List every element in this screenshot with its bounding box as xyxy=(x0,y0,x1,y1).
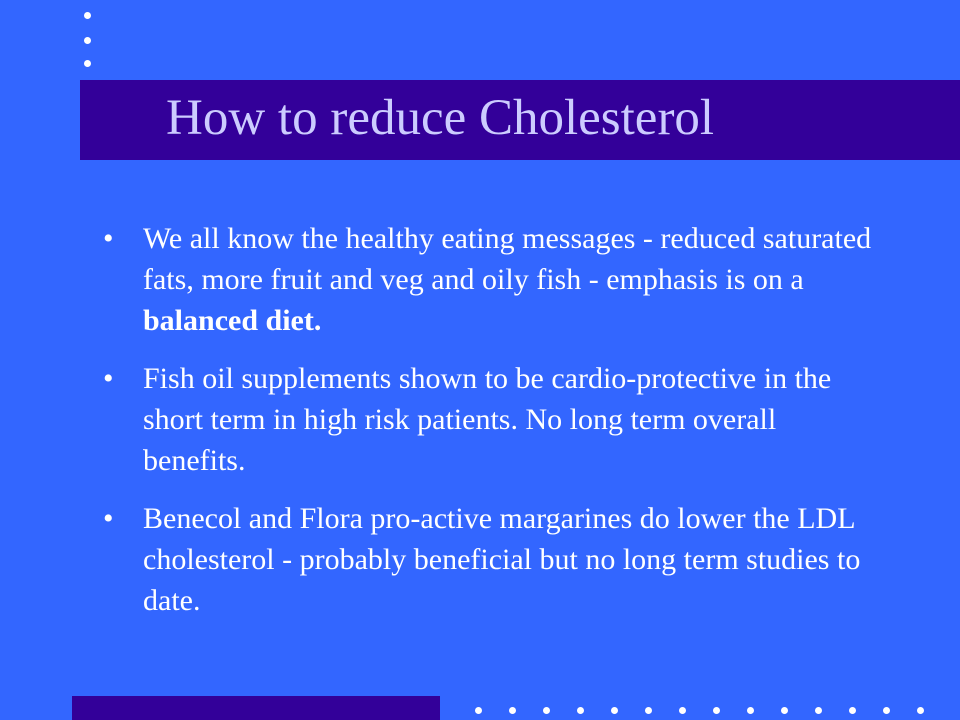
decorative-dot xyxy=(509,707,516,714)
bullet-item xyxy=(103,358,883,481)
decorative-dot xyxy=(611,707,618,714)
bullet-bold-text: balanced diet. xyxy=(143,304,322,337)
bullet-item xyxy=(103,218,883,341)
decorative-dot xyxy=(645,707,652,714)
decorative-dot xyxy=(679,707,686,714)
bullet-text: Fish oil supplements shown to be cardio-protective in the short term in high risk patients. No long term overall benefits. xyxy=(143,362,832,477)
decorative-dot xyxy=(713,707,720,714)
bullet-marker: • xyxy=(103,362,114,395)
decorative-dot xyxy=(849,707,856,714)
slide-title: How to reduce Cholesterol xyxy=(166,90,715,146)
bullet-text: We all know the healthy eating messages - reduced saturated fats, more fruit and veg and oily fish - emphasis is on a xyxy=(143,222,872,296)
bullet-marker: • xyxy=(103,222,114,255)
bullet-list xyxy=(103,218,883,638)
bottom-band xyxy=(72,696,440,720)
bullet-text: Benecol and Flora pro-active margarines do lower the LDL cholesterol - probably beneficial but no long term studies to date. xyxy=(143,502,861,617)
decorative-dot xyxy=(815,707,822,714)
decorative-dot xyxy=(543,707,550,714)
bullet-item xyxy=(103,498,883,621)
decorative-dot xyxy=(84,37,91,44)
decorative-dot xyxy=(781,707,788,714)
decorative-dot xyxy=(883,707,890,714)
decorative-dot xyxy=(917,707,924,714)
bullet-marker: • xyxy=(103,502,114,535)
decorative-dot xyxy=(577,707,584,714)
decorative-dot xyxy=(747,707,754,714)
decorative-dot xyxy=(84,60,91,67)
decorative-dot xyxy=(475,707,482,714)
decorative-dot xyxy=(84,12,91,19)
